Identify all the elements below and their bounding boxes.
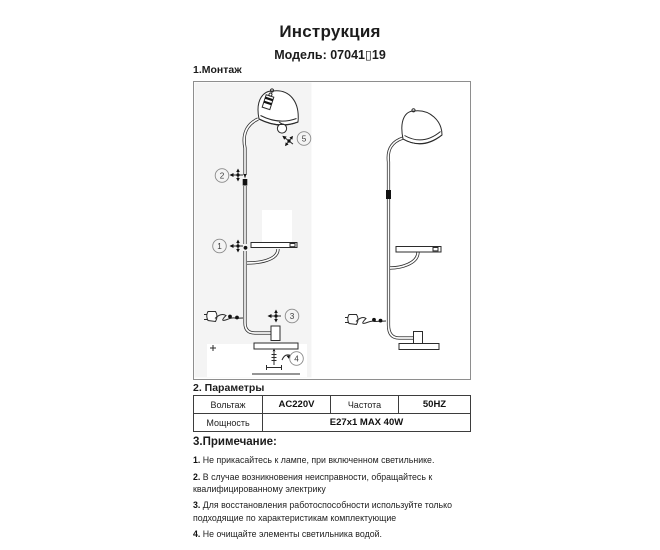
svg-text:2: 2 [219,171,225,181]
base-plate [254,343,298,349]
assembly-diagram-svg [194,82,470,379]
note-text: Не очищайте элементы светильника водой. [202,529,382,540]
section-heading-montage: 1.Монтаж [193,64,242,76]
note-number: 1. [193,455,201,465]
assembled-lamp-drawing [345,109,442,350]
section-heading-notes: 3.Примечание: [193,436,277,448]
note-item-2 [193,471,473,495]
base-connector [271,326,280,341]
cell-frequency-label: Частота [331,396,399,414]
table-row [194,396,471,414]
shelf-tray [251,243,297,248]
base-connector [414,332,423,344]
svg-text:4: 4 [294,354,299,364]
note-text: В случае возникновения неисправности, обращайтесь к квалифицированному электрику [193,471,433,494]
svg-text:3: 3 [289,312,295,321]
note-number: 3. [193,500,201,511]
note-number: 4. [193,529,201,540]
assembly-diagram [193,81,471,380]
note-text: Для восстановления работоспособности используйте только подходящие по характеристикам комплектующие [193,500,452,523]
cell-frequency-value: 50HZ [399,396,471,414]
note-item-3 [193,499,473,523]
note-text: Не прикасайтесь к лампе, при включенном светильнике. [202,455,435,465]
section-heading-parameters: 2. Параметры [193,382,265,394]
svg-text:1: 1 [217,242,222,251]
note-number: 2. [193,471,201,482]
model-label: Модель: 07041▯19 [274,48,386,62]
cell-voltage-value: AC220V [263,396,331,414]
note-item-4 [193,528,473,540]
cell-voltage-label: Вольтаж [194,396,263,414]
cell-power-value: E27x1 MAX 40W [263,414,471,432]
power-plug [345,315,386,325]
shelf-tray [396,247,441,253]
cell-power-label: Мощность [194,414,263,432]
page-title: Инструкция [279,22,381,41]
pole-joint-band [386,190,391,199]
lamp-shade [402,109,442,144]
note-item-1 [193,454,473,466]
shade-finial [412,109,415,112]
table-row [194,414,471,432]
notes-list [193,454,473,545]
base-plate [399,344,439,350]
svg-text:5: 5 [301,134,307,144]
parameters-table [193,395,471,432]
